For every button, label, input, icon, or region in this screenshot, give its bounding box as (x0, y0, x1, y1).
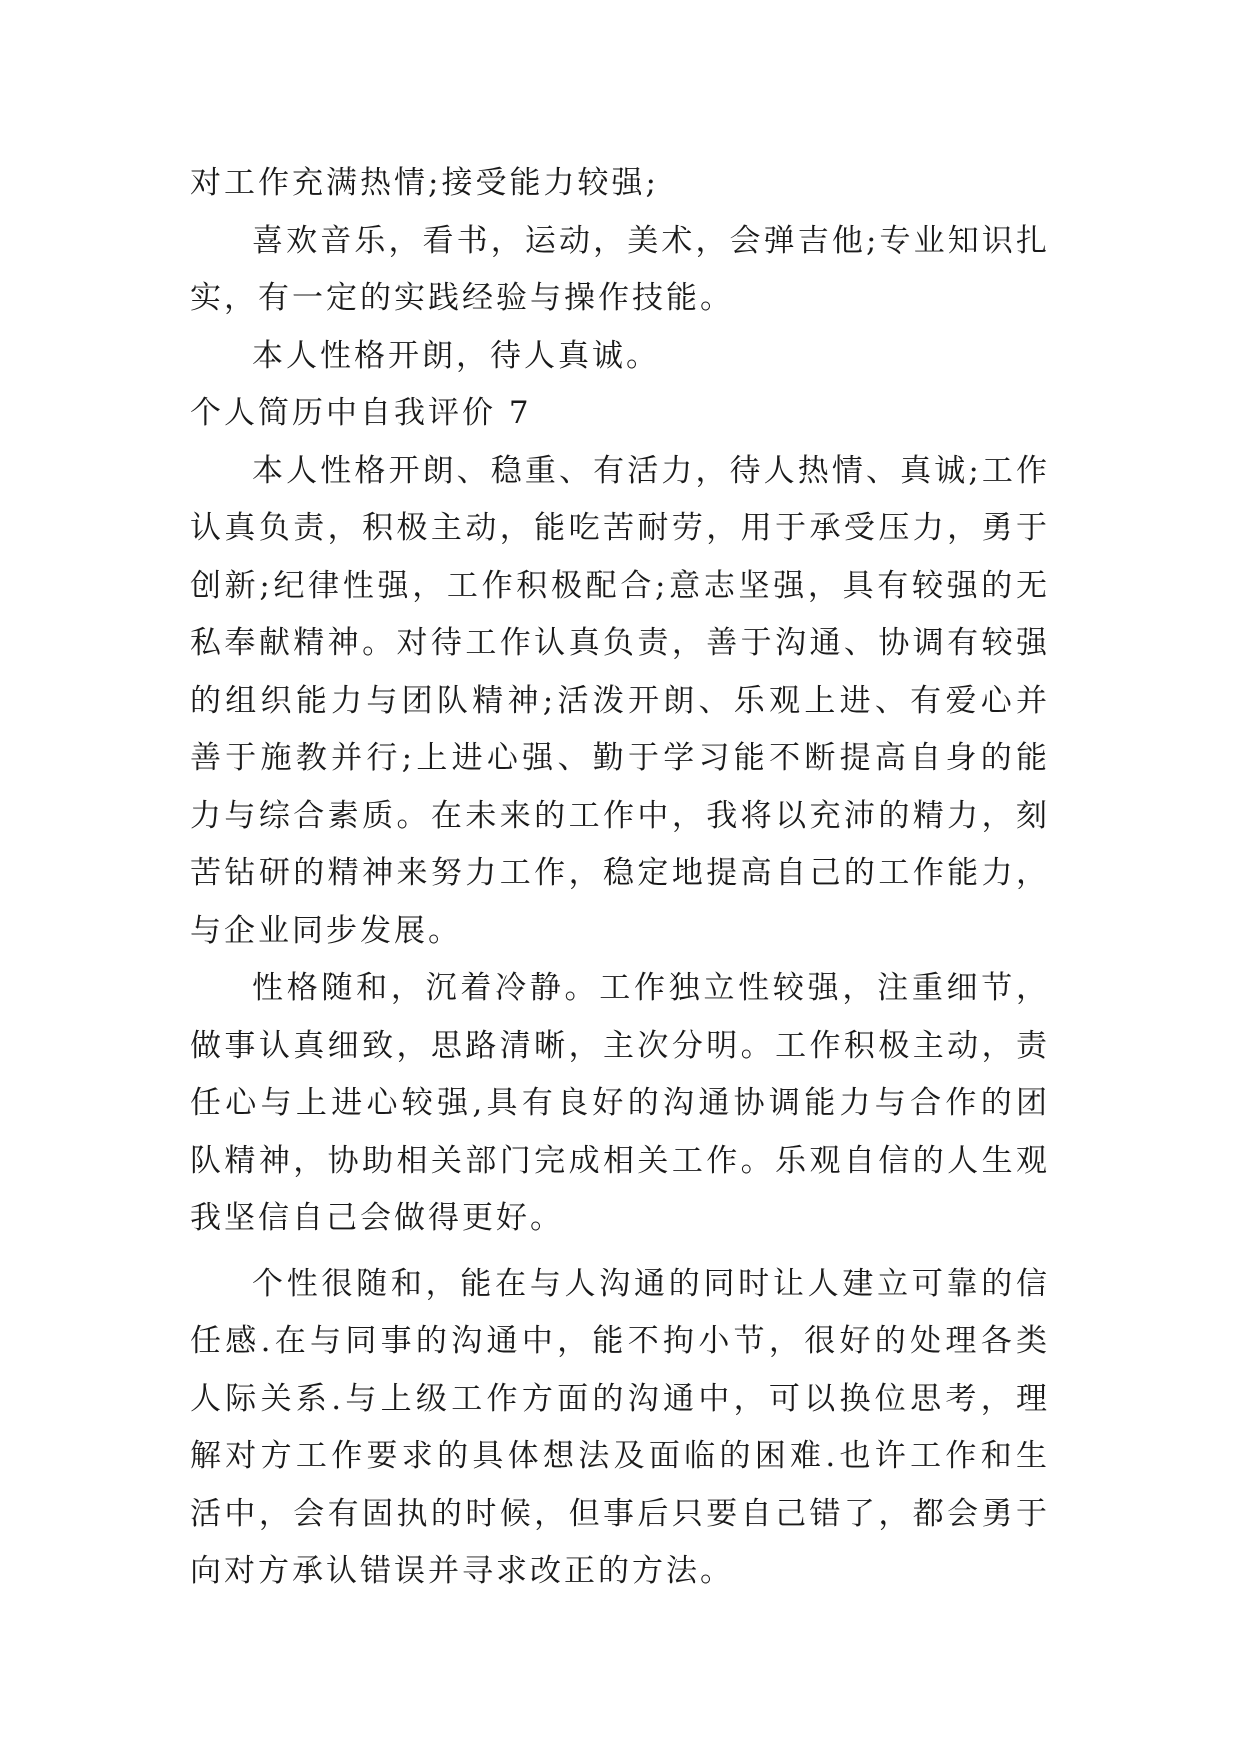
paragraph-spacer (190, 1248, 1050, 1256)
paragraph-section-1: 本人性格开朗、稳重、有活力，待人热情、真诚;工作认真负责，积极主动，能吃苦耐劳，用于承受压力，勇于创新;纪律性强，工作积极配合;意志坚强，具有较强的无私奉献精神。对待工作认真负责，善于沟通、协调有较强的组织能力与团队精神;活泼开朗、乐观上进、有爱心并善于施教并行;上进心强、勤于学习能不断提高自身的能力与综合素质。在未来的工作中，我将以充沛的精力，刻苦钻研的精神来努力工作，稳定地提高自己的工作能力，与企业同步发展。 (190, 452, 1050, 949)
paragraph-intro-2: 喜欢音乐，看书，运动，美术，会弹吉他;专业知识扎实，有一定的实践经验与操作技能。 (190, 222, 1050, 316)
paragraph-section-2: 性格随和，沉着冷静。工作独立性较强，注重细节，做事认真细致，思路清晰，主次分明。工作积极主动，责任心与上进心较强,具有良好的沟通协调能力与合作的团队精神，协助相关部门完成相关工作。乐观自信的人生观我坚信自己会做得更好。 (190, 970, 1050, 1236)
document-body (190, 155, 1050, 1601)
section-title: 个人简历中自我评价 7 (190, 395, 532, 431)
paragraph-intro-3: 本人性格开朗，待人真诚。 (252, 337, 660, 374)
paragraph-section-3: 个性很随和，能在与人沟通的同时让人建立可靠的信任感.在与同事的沟通中，能不拘小节，很好的处理各类人际关系.与上级工作方面的沟通中，可以换位思考，理解对方工作要求的具体想法及面临的困难.也许工作和生活中，会有固执的时候，但事后只要自己错了，都会勇于向对方承认错误并寻求改正的方法。 (190, 1265, 1050, 1589)
paragraph-intro-1: 对工作充满热情;接受能力较强; (190, 165, 659, 201)
